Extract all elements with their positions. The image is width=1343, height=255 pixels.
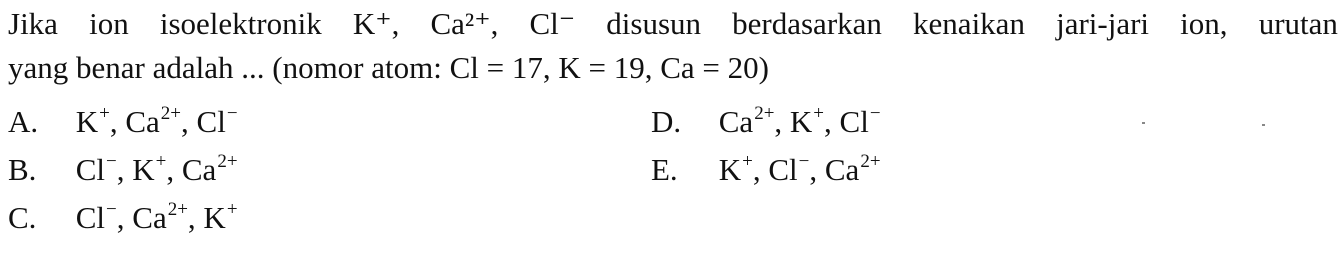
ion-charge: − xyxy=(106,199,117,220)
separator: , xyxy=(809,152,825,187)
ion-charge: + xyxy=(813,103,825,124)
ion-charge: + xyxy=(99,103,110,124)
question-word: kenaikan xyxy=(913,6,1025,41)
ion-symbol: Ca xyxy=(132,200,167,235)
question-word: K⁺, xyxy=(352,6,400,41)
question-line-2: yang benar adalah ... (nomor atom: Cl = 17, K = 19, Ca = 20) xyxy=(8,50,769,85)
option-d[interactable] xyxy=(651,102,881,147)
ion-symbol: Cl xyxy=(839,104,869,139)
ion-charge: + xyxy=(155,151,167,172)
question-word: Ca²⁺, xyxy=(430,6,499,41)
separator: , xyxy=(116,200,133,235)
ion-symbol: K xyxy=(789,104,813,139)
question-word: ion, xyxy=(1180,6,1228,41)
question-line-1 xyxy=(8,2,1338,46)
ion-charge: − xyxy=(226,103,238,124)
separator: , xyxy=(116,152,133,187)
option-b[interactable] xyxy=(8,150,238,195)
option-letter: C. xyxy=(8,200,37,235)
ion-symbol: Ca xyxy=(824,152,860,187)
ion-symbol: Cl xyxy=(768,152,798,187)
question-word: isoelektronik xyxy=(159,6,322,41)
ion-charge: − xyxy=(798,151,810,172)
separator: , xyxy=(774,104,790,139)
ion-charge: 2+ xyxy=(217,151,238,172)
ion-symbol: K xyxy=(132,152,155,187)
ion-charge: + xyxy=(226,199,238,220)
separator: , xyxy=(166,152,182,187)
ion-charge: + xyxy=(742,151,753,172)
question-word: urutan xyxy=(1258,6,1338,41)
ion-symbol: Cl xyxy=(75,152,106,187)
scan-speck xyxy=(1142,122,1145,124)
question-word: jari-jari xyxy=(1056,6,1150,41)
separator: , xyxy=(824,104,840,139)
ion-charge: 2+ xyxy=(167,199,188,220)
ion-symbol: Cl xyxy=(196,104,226,139)
ion-symbol: Cl xyxy=(75,200,106,235)
separator: , xyxy=(187,200,204,235)
option-letter: A. xyxy=(8,104,39,139)
separator: , xyxy=(752,152,769,187)
scan-speck xyxy=(1262,124,1265,126)
ion-symbol: K xyxy=(203,200,226,235)
ion-charge: − xyxy=(106,151,117,172)
question-word: ion xyxy=(89,6,129,41)
question-word: Jika xyxy=(8,6,58,41)
option-letter: D. xyxy=(651,104,682,139)
question-word: Cl⁻ xyxy=(529,6,576,41)
question-text xyxy=(8,2,1338,90)
ion-charge: 2+ xyxy=(860,151,881,172)
separator: , xyxy=(109,104,126,139)
ion-charge: − xyxy=(869,103,881,124)
question-word: berdasarkan xyxy=(732,6,882,41)
ion-symbol: K xyxy=(718,152,742,187)
question-word: disusun xyxy=(606,6,702,41)
ion-symbol: Ca xyxy=(718,104,754,139)
ion-symbol: K xyxy=(75,104,99,139)
option-c[interactable] xyxy=(8,198,238,243)
ion-charge: 2+ xyxy=(754,103,775,124)
ion-charge: 2+ xyxy=(160,103,182,124)
option-e[interactable] xyxy=(651,150,881,195)
option-letter: E. xyxy=(651,152,678,187)
option-letter: B. xyxy=(8,152,37,187)
separator: , xyxy=(181,104,197,139)
option-a[interactable] xyxy=(8,102,238,147)
ion-symbol: Ca xyxy=(181,152,217,187)
ion-symbol: Ca xyxy=(125,104,160,139)
